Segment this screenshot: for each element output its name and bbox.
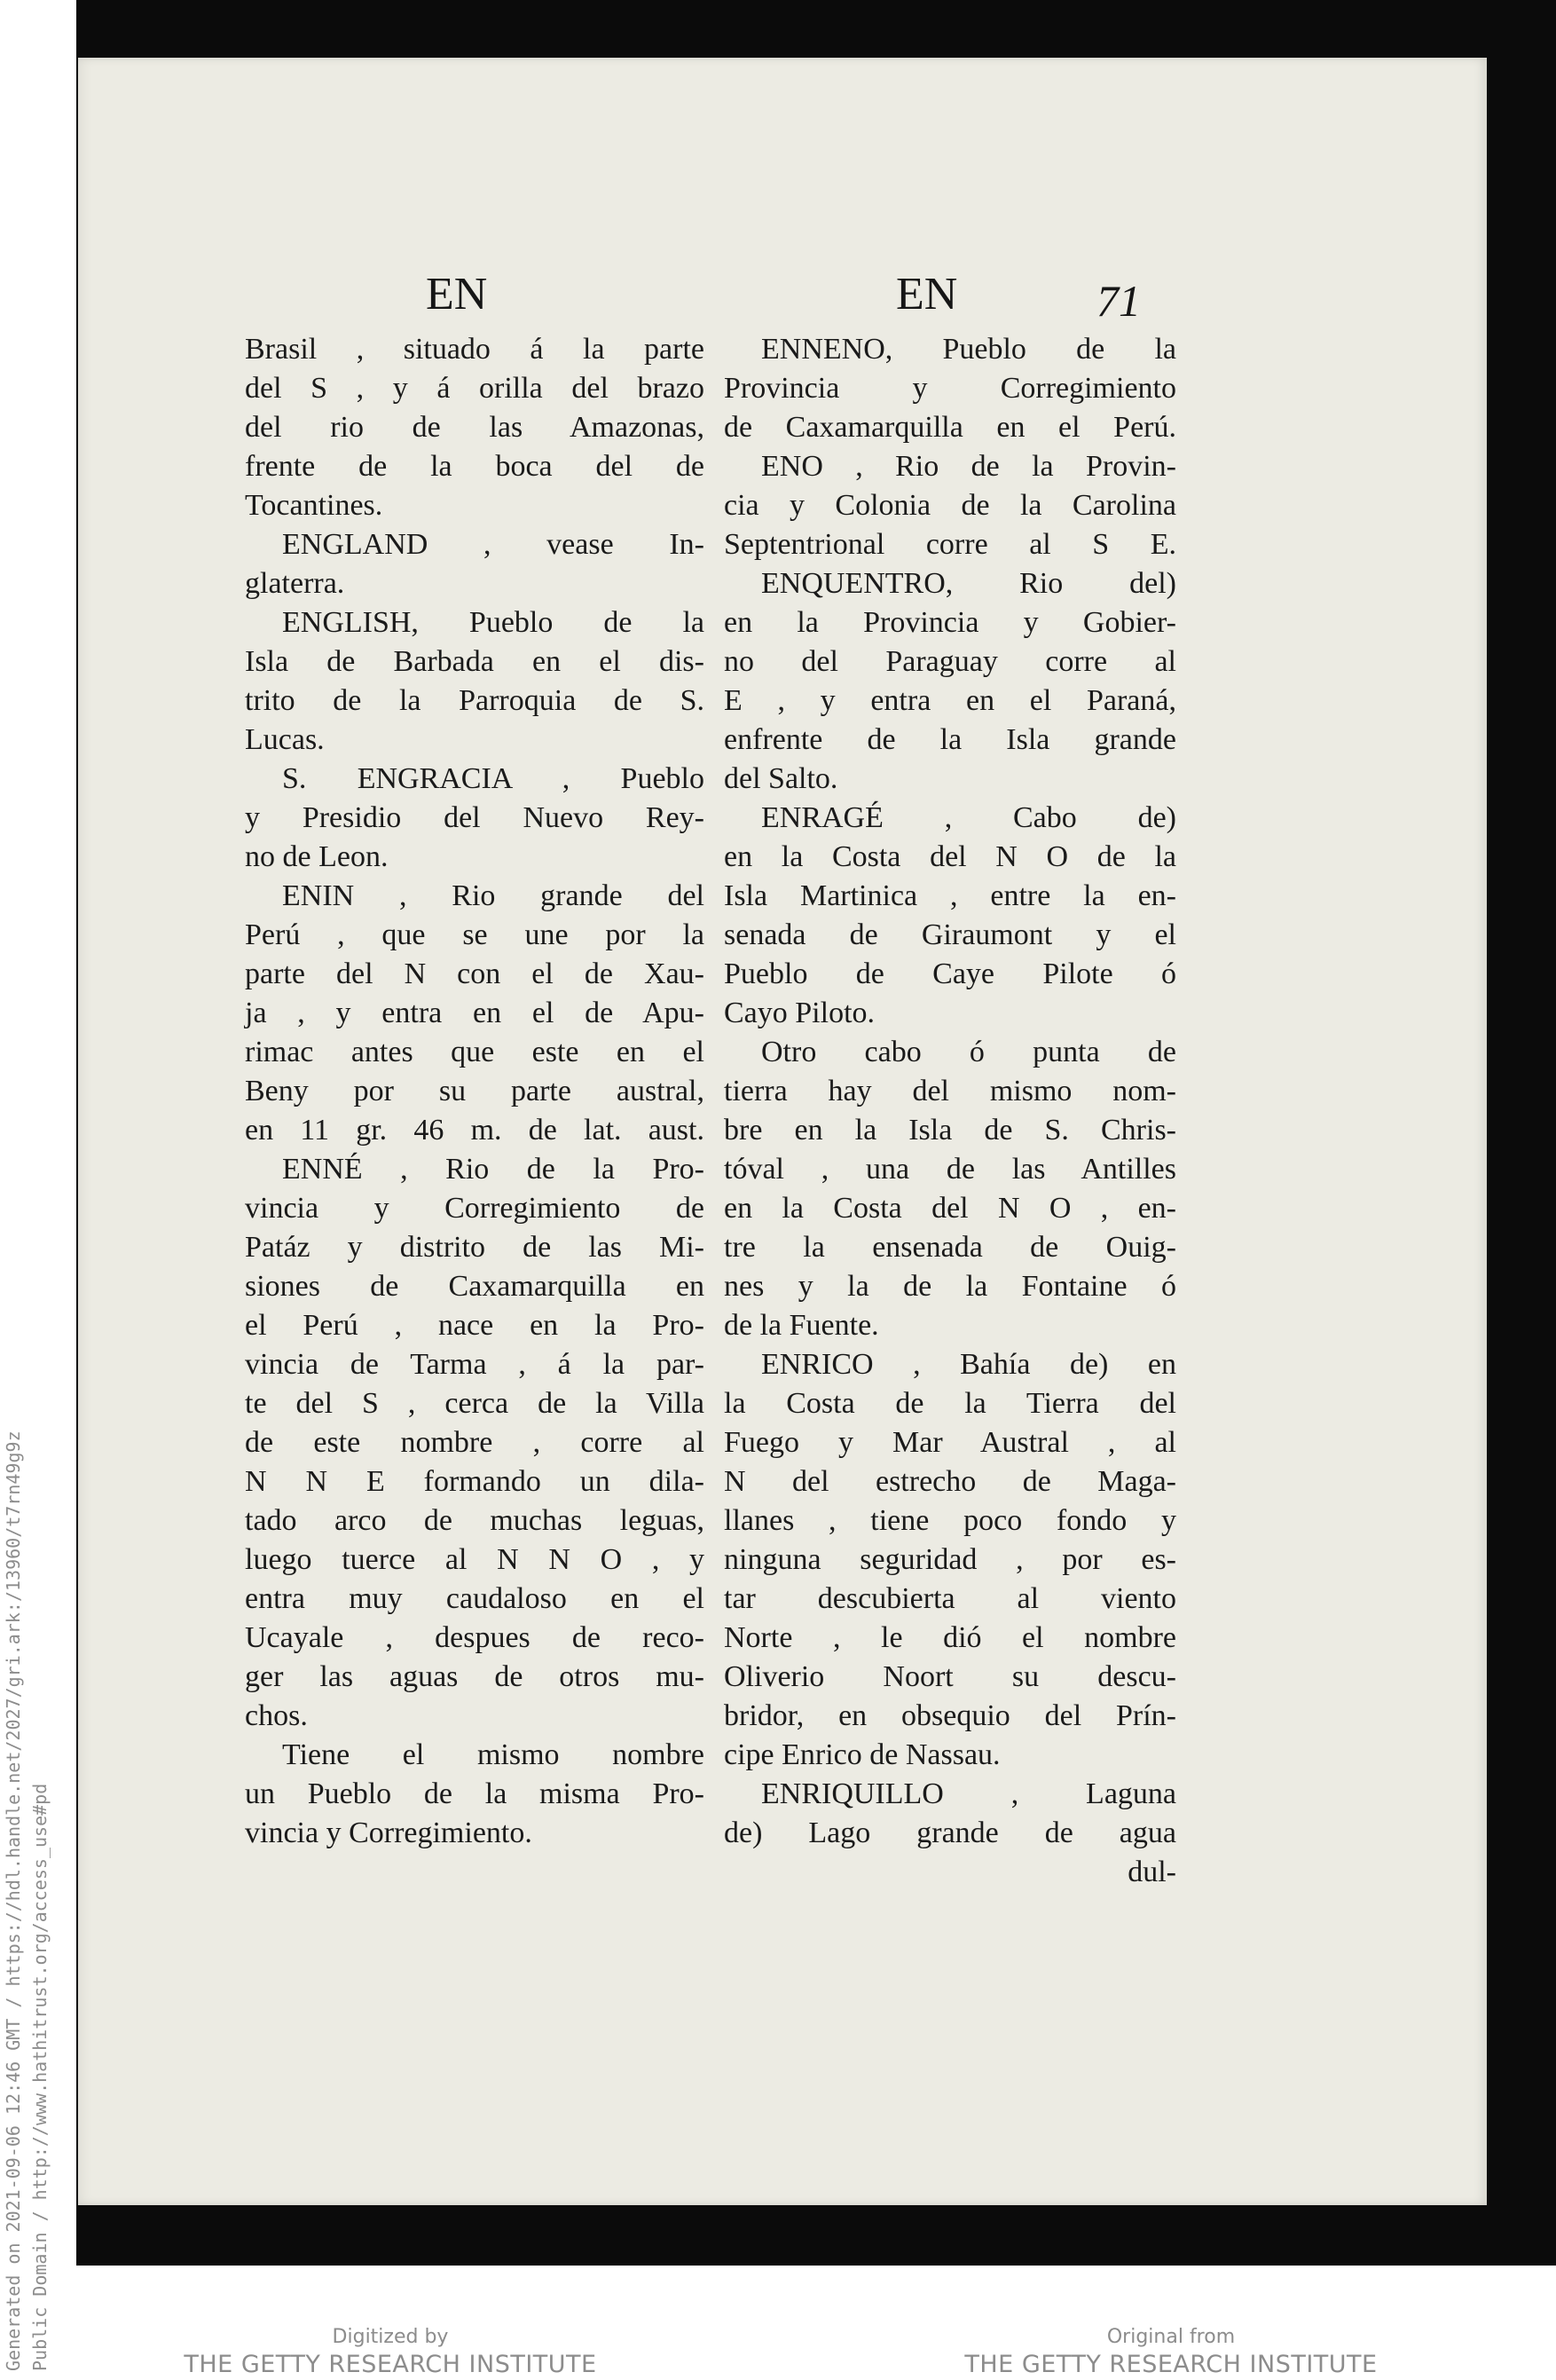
text-line: Perú , que se une por la xyxy=(245,918,704,951)
text-line: Patáz y distrito de las Mi- xyxy=(245,1231,704,1264)
footer-original-institution: THE GETTY RESEARCH INSTITUTE xyxy=(964,2351,1378,2378)
text-line: Pueblo de Caye Pilote ó xyxy=(724,958,1176,990)
running-header-right: EN xyxy=(896,269,958,319)
watermark-generated-line: Generated on 2021-09-06 12:46 GMT / https://hdl.handle.net/2027/gri.ark:/13960/t7rn49g9z xyxy=(3,1430,24,2371)
text-line: ENNENO, Pueblo de la xyxy=(761,333,1176,366)
text-line: no de Leon. xyxy=(245,840,389,873)
footer-original-from xyxy=(940,2325,1402,2380)
text-line: E , y entra en el Paraná, xyxy=(724,684,1176,717)
text-line: el Perú , nace en la Pro- xyxy=(245,1309,704,1342)
text-column-right xyxy=(724,330,1176,1892)
text-line: chos. xyxy=(245,1699,308,1732)
footer-original-label: Original from xyxy=(1106,2326,1236,2348)
hathitrust-watermark xyxy=(0,1111,53,2371)
text-line: tado arco de muchas leguas, xyxy=(245,1504,704,1537)
text-line: rimac antes que este en el xyxy=(245,1036,704,1068)
text-line: vincia y Corregimiento de xyxy=(245,1192,704,1225)
text-line: tre la ensenada de Ouig- xyxy=(724,1231,1176,1264)
text-line: dul- xyxy=(1128,1856,1176,1888)
text-line: bridor, en obsequio del Prín- xyxy=(724,1699,1176,1732)
text-line: nes y la de la Fontaine ó xyxy=(724,1270,1176,1303)
text-line: en la Provincia y Gobier- xyxy=(724,606,1176,639)
text-line: ENGLAND , vease In- xyxy=(282,528,704,561)
text-line: un Pueblo de la misma Pro- xyxy=(245,1777,704,1810)
text-line: ENO , Rio de la Provin- xyxy=(761,450,1176,483)
text-line: Tocantines. xyxy=(245,489,383,522)
text-line: frente de la boca del de xyxy=(245,450,704,483)
text-line: del Salto. xyxy=(724,762,838,795)
text-line: S. ENGRACIA , Pueblo xyxy=(282,762,704,795)
text-line: vincia de Tarma , á la par- xyxy=(245,1348,704,1381)
text-line: ninguna seguridad , por es- xyxy=(724,1543,1176,1576)
text-line: Otro cabo ó punta de xyxy=(761,1036,1176,1068)
text-line: N del estrecho de Maga- xyxy=(724,1465,1176,1498)
footer-digitized-label: Digitized by xyxy=(332,2326,449,2348)
text-line: ENQUENTRO, Rio del) xyxy=(761,567,1176,600)
text-line: en 11 gr. 46 m. de lat. aust. xyxy=(245,1114,704,1147)
text-line: Norte , le dió el nombre xyxy=(724,1621,1176,1654)
text-line: cia y Colonia de la Carolina xyxy=(724,489,1176,522)
text-line: ENRICO , Bahía de) en xyxy=(761,1348,1176,1381)
text-line: en la Costa del N O de la xyxy=(724,840,1176,873)
text-line: ENRAGÉ , Cabo de) xyxy=(761,801,1176,834)
text-line: bre en la Isla de S. Chris- xyxy=(724,1114,1176,1147)
text-line: de) Lago grande de agua xyxy=(724,1817,1176,1849)
text-line: tierra hay del mismo nom- xyxy=(724,1075,1176,1107)
text-line: tar descubierta al viento xyxy=(724,1582,1176,1615)
text-line: ENIN , Rio grande del xyxy=(282,879,704,912)
text-line: cipe Enrico de Nassau. xyxy=(724,1738,1001,1771)
text-line: N N E formando un dila- xyxy=(245,1465,704,1498)
text-line: siones de Caxamarquilla en xyxy=(245,1270,704,1303)
text-line: luego tuerce al N N O , y xyxy=(245,1543,704,1576)
text-line: parte del N con el de Xau- xyxy=(245,958,704,990)
text-line: Lucas. xyxy=(245,723,325,756)
text-line: del rio de las Amazonas, xyxy=(245,411,704,444)
text-line: tóval , una de las Antilles xyxy=(724,1153,1176,1186)
text-line: Ucayale , despues de reco- xyxy=(245,1621,704,1654)
text-line: Provincia y Corregimiento xyxy=(724,372,1176,405)
text-column-left xyxy=(245,330,704,1853)
footer-digitized-institution: THE GETTY RESEARCH INSTITUTE xyxy=(184,2351,597,2378)
text-line: entra muy caudaloso en el xyxy=(245,1582,704,1615)
watermark-rights-line: Public Domain / http://www.hathitrust.org/access_use#pd xyxy=(29,1783,51,2371)
text-line: del S , y á orilla del brazo xyxy=(245,372,704,405)
text-line: Oliverio Noort su descu- xyxy=(724,1660,1176,1693)
text-line: ENNÉ , Rio de la Pro- xyxy=(282,1153,704,1186)
text-line: llanes , tiene poco fondo y xyxy=(724,1504,1176,1537)
text-line: de la Fuente. xyxy=(724,1309,879,1342)
text-line: Septentrional corre al S E. xyxy=(724,528,1176,561)
text-line: Beny por su parte austral, xyxy=(245,1075,704,1107)
text-line: Isla de Barbada en el dis- xyxy=(245,645,704,678)
text-line: te del S , cerca de la Villa xyxy=(245,1387,704,1420)
text-line: ger las aguas de otros mu- xyxy=(245,1660,704,1693)
text-line: enfrente de la Isla grande xyxy=(724,723,1176,756)
text-line: en la Costa del N O , en- xyxy=(724,1192,1176,1225)
text-line: y Presidio del Nuevo Rey- xyxy=(245,801,704,834)
text-line: ENGLISH, Pueblo de la xyxy=(282,606,704,639)
text-line: no del Paraguay corre al xyxy=(724,645,1176,678)
text-line: de Caxamarquilla en el Perú. xyxy=(724,411,1176,444)
text-line: senada de Giraumont y el xyxy=(724,918,1176,951)
footer-digitized-by xyxy=(160,2325,621,2380)
page-number: 71 xyxy=(1096,276,1141,326)
text-line: vincia y Corregimiento. xyxy=(245,1817,532,1849)
text-line: de este nombre , corre al xyxy=(245,1426,704,1459)
text-line: Brasil , situado á la parte xyxy=(245,333,704,366)
text-line: la Costa de la Tierra del xyxy=(724,1387,1176,1420)
running-header-left: EN xyxy=(426,269,488,319)
text-line: Cayo Piloto. xyxy=(724,997,876,1029)
text-line: Fuego y Mar Austral , al xyxy=(724,1426,1176,1459)
text-line: ja , y entra en el de Apu- xyxy=(245,997,704,1029)
text-line: Isla Martinica , entre la en- xyxy=(724,879,1176,912)
text-line: Tiene el mismo nombre xyxy=(282,1738,704,1771)
text-line: glaterra. xyxy=(245,567,345,600)
text-line: ENRIQUILLO , Laguna xyxy=(761,1777,1176,1810)
text-line: trito de la Parroquia de S. xyxy=(245,684,704,717)
